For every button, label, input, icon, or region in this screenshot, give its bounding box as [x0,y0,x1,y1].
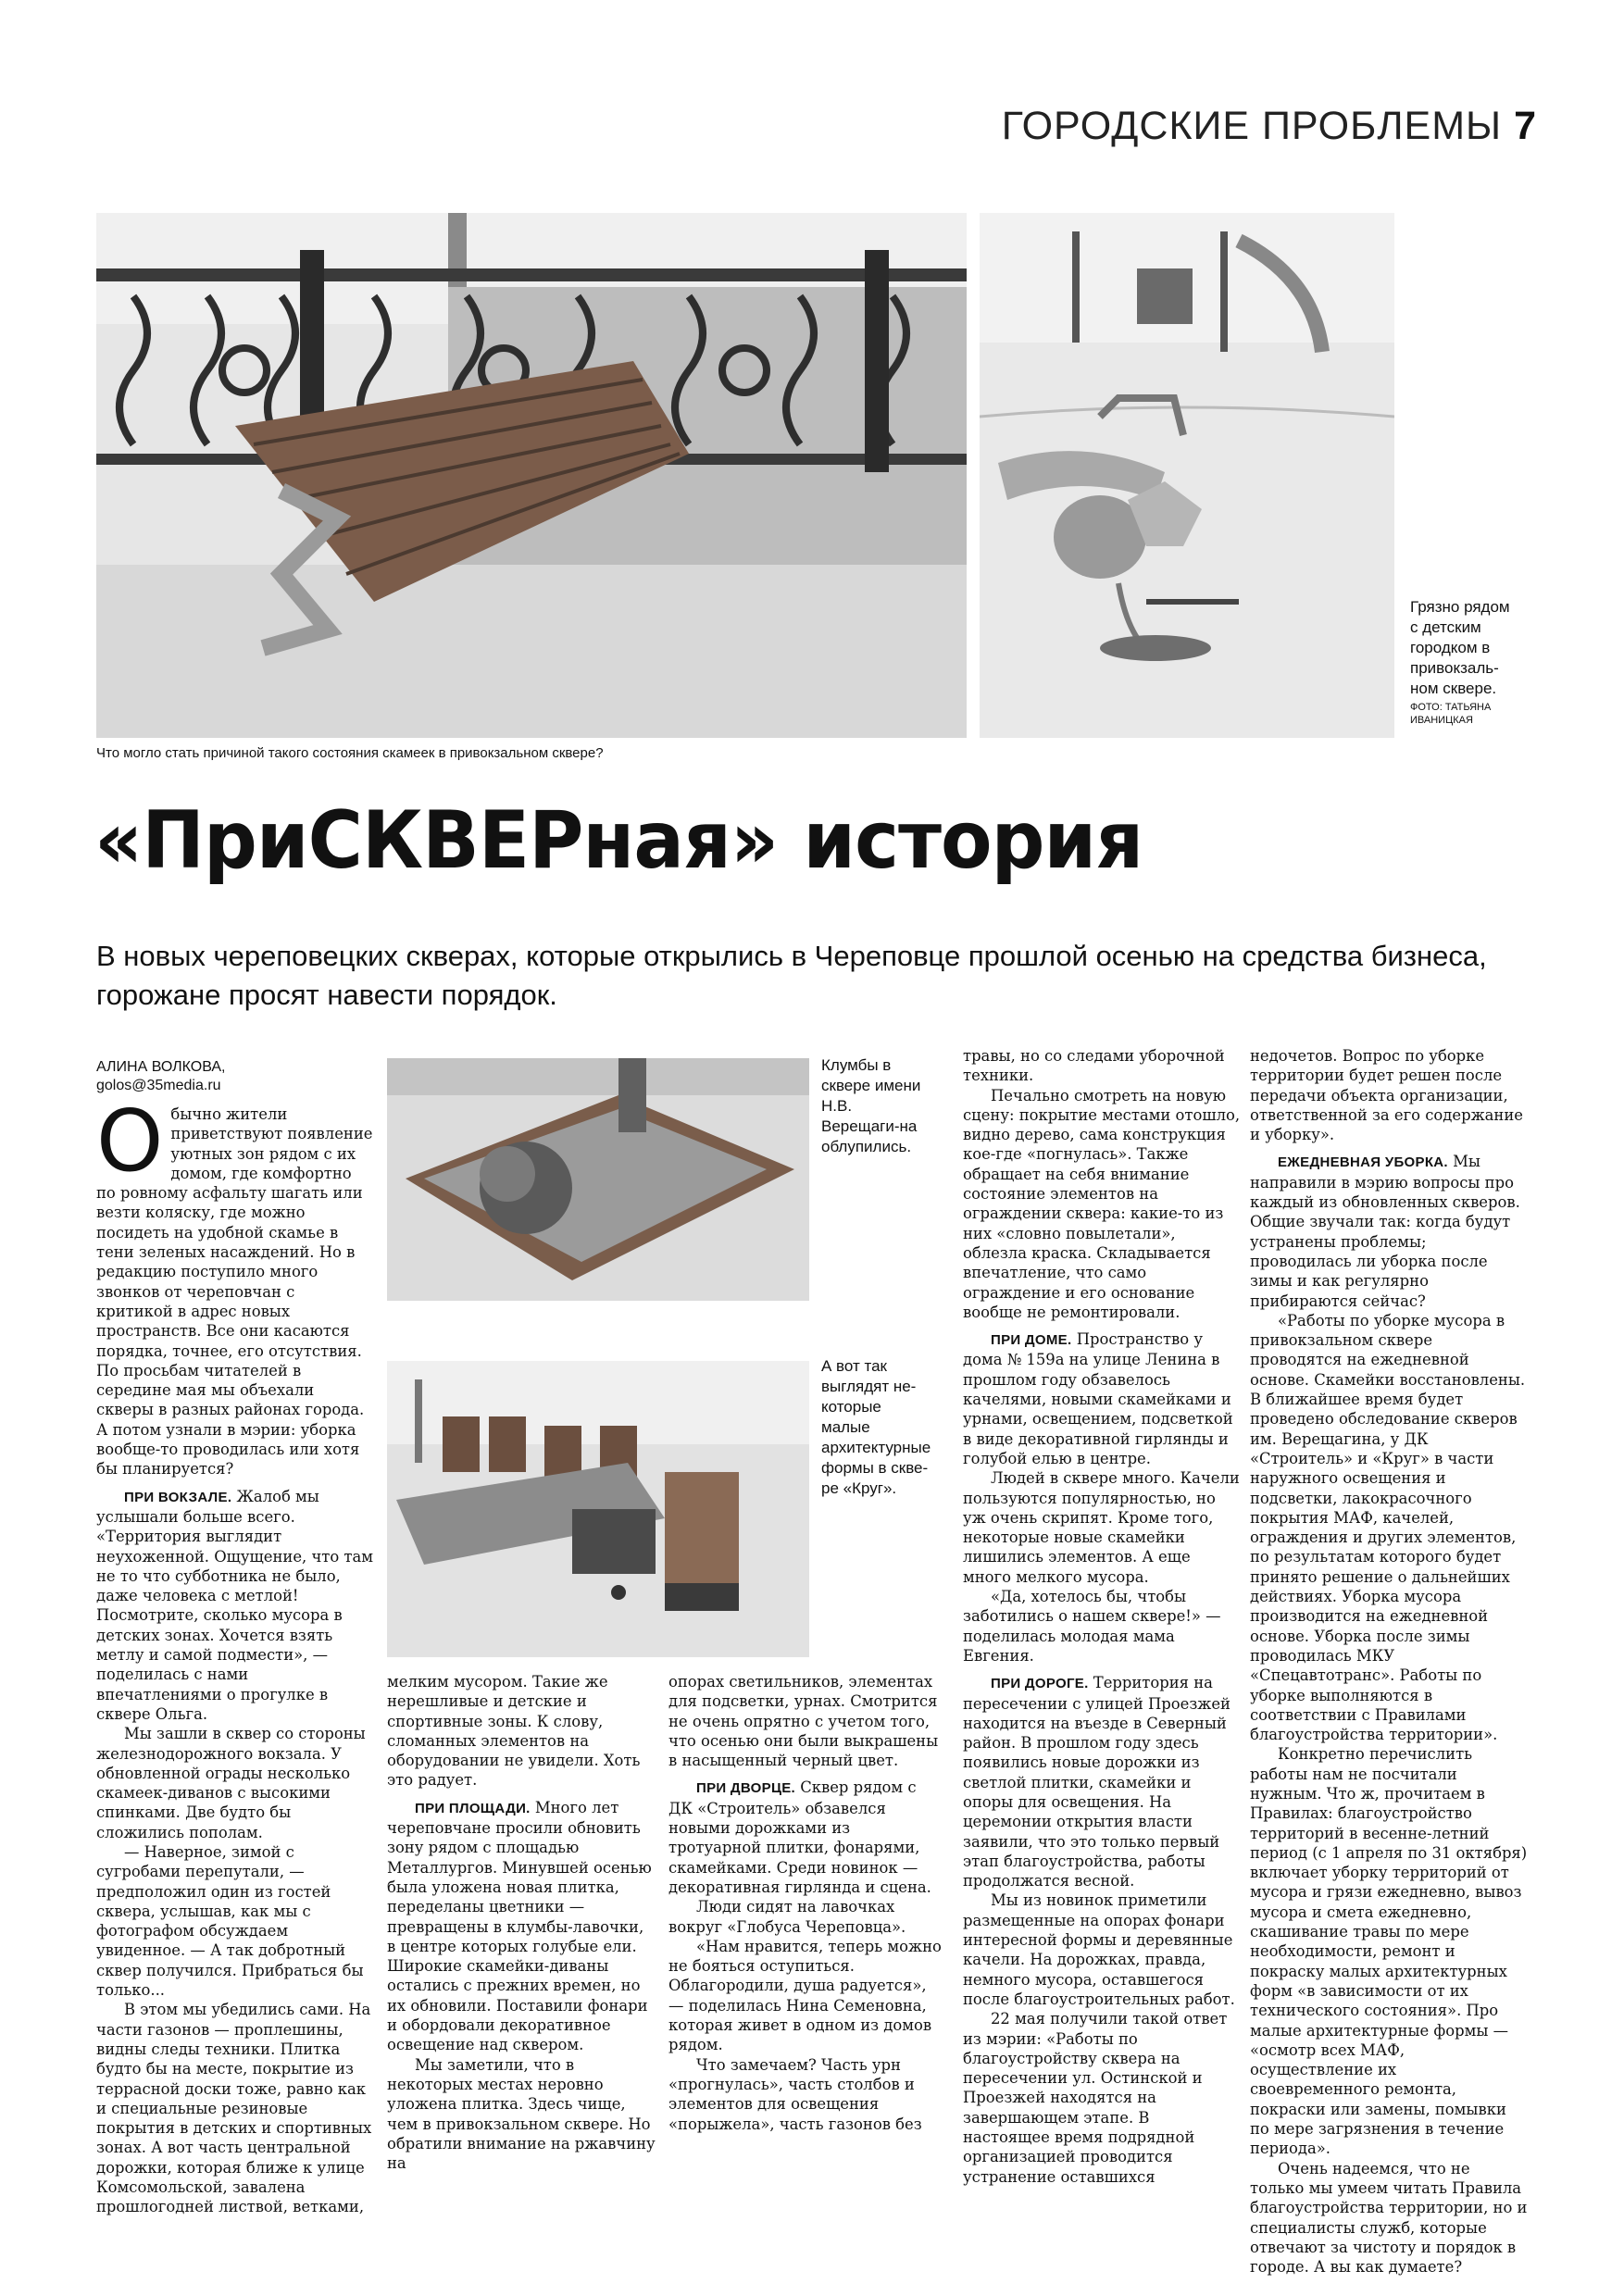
paragraph: Обычно жители приветствуют появление уютных зон рядом с их домом, где комфортно по ровному асфальту шагать или везти коляску, где можно посидеть на удобной скамье в тени зеленых насаждений. Но в редакцию поступило много звонков от череповчан с критикой в адрес новых пространств. Все они касаются порядка, точнее, его отсутствия. По просьбам читателей в середине мая мы объехали скверы в разных районах города. А потом узнали в мэрии: уборка вообще-то проводилась или хотя бы планируется? [96,1092,373,1479]
author-name: АЛИНА ВОЛКОВА, [96,1059,226,1075]
bench-photo [96,213,967,738]
paragraph: ПРИ ДОМЕ. Пространство у дома № 159а на улице Ленина в прошлом году обзавелось качелями, новыми скамейками и урнами, освещением, подсветкой в виде декоративной гирлянды и голубой елью в центре. [963,1330,1233,1467]
paragraph: Очень надеемся, что не только мы умеем читать Правила благоустройства территории, но и специалисты служб, которые отвечают за чистоту и порядок в городе. А вы как думаете? [1250,2159,1528,2277]
krug-caption: А вот так выглядят не-которые малые архитектурные формы в скве-ре «Круг». [821,1357,931,1497]
paragraph: Печально смотреть на новую сцену: покрытие местами отошло, видно дерево, сама конструкция кое-где «погнулась». Также обращает на себя внимание состояние элементов на ограждении сквера: какие-то из них «словно повылетали», облезла краска. Складывается впечатление, что само ограждение и его основание вообще не ремонтировали. [963,1086,1241,1321]
paragraph: Мы зашли в сквер со стороны железнодорожного вокзала. У обновленной ограды несколько скамеек-диванов с высокими спинками. Две будто бы сложились пополам. [96,1725,366,1841]
playground-caption-block [1410,597,1512,727]
flowerbed-caption: Клумбы в сквере имени Н.В. Верещаги-на облупились. [821,1056,921,1155]
headline: «ПриСКВЕРная» история [94,794,1143,887]
paragraph: ПРИ ДОРОГЕ. Территория на пересечении с улицей Проезжей находится на въезде в Северный район. В прошлом году здесь появились новые дорожки из светлой плитки, скамейки и опоры для освещения. На церемонии открытия власти заявили, что это только первый этап благоустройства, работы продолжатся весной. [963,1674,1230,1890]
bench-photo-caption: Что могло стать причиной такого состояния скамеек в привокзальном сквере? [96,745,604,761]
flowerbed-photo [387,1058,809,1301]
paragraph: ПРИ ДВОРЦЕ. Сквер рядом с ДК «Строитель» обзавелся новыми дорожками из тротуарной плитки, фонарями, скамейками. Среди новинок — декоративная гирлянда и сцена. [668,1778,931,1896]
paragraph: недочетов. Вопрос по уборке территории будет решен после передачи объекта организации, ответственной за его содержание и уборку». [1250,1047,1523,1144]
paragraph: мелким мусором. Такие же нерешливые и детские и спортивные зоны. К слову, сломанных элементов на оборудовании не увидели. Хоть это радует. [387,1673,641,1790]
playground-photo [980,213,1394,738]
article-column-4 [963,1046,1241,2187]
paragraph: опорах светильников, элементах для подсветки, урнах. Смотрится не очень опрятно с учетом того, что осенью они были выкрашены в насыщенный черный цвет. [668,1673,939,1770]
paragraph: Людей в сквере много. Качели пользуются популярностью, но уж очень скрипят. Кроме того, некоторые новые скамейки лишились элементов. А еще много мелкого мусора. [963,1469,1240,1586]
playground-caption: Грязно рядом с детским городком в привокзаль-ном сквере. [1410,598,1510,697]
paragraph: 22 мая получили такой ответ из мэрии: «Работы по благоустройству сквера на пересечении ул. Остинской и Проезжей находятся на завершающем этапе. В настоящее время подрядной организацией проводится устранение оставшихся [963,2010,1228,2186]
subheading: ПРИ ДВОРЦЕ. [696,1780,795,1797]
paragraph: ПРИ ПЛОЩАДИ. Много лет череповчане просили обновить зону рядом с площадью Металлургов. Минувшей осенью была уложена новая плитка, переделаны цветники — превращены в клумбы-лавочки, в центре которых голубые ели. Широкие скамейки-диваны остались с прежних времен, но их обновили. Поставили фонари и обордовали декоративное освещение над сквером. [387,1798,652,2054]
lead-paragraph: В новых череповецких скверах, которые открылись в Череповце прошлой осенью на средства бизнеса, горожане просят навести порядок. [96,940,1487,1011]
author-email: golos@35media.ru [96,1078,221,1093]
paragraph: «Работы по уборке мусора в привокзальном сквере проводятся на ежедневной основе. Скамейки восстановлены. В ближайшее время будет проведено обследование скверов им. Верещагина, у ДК «Строитель» и «Круг» в части наружного освещения и подсветки, лакокрасочного покрытия МАФ, качелей, ограждения и других элементов, по результатам которого будет принято решение о дальнейших действиях. Уборка мусора производится на ежедневной основе. Уборка после зимы проводилась МКУ «Спецавтотранс». Работы по уборке выполняются в соответствии с Правилами благоустройства территории». [1250,1311,1526,1744]
article-column-3 [668,1672,943,2134]
paragraph: Люди сидят на лавочках вокруг «Глобуса Череповца». [668,1898,906,1936]
article-column-2 [387,1672,656,2173]
subheading: ЕЖЕДНЕВНАЯ УБОРКА. [1278,1154,1448,1171]
paragraph: Мы из новинок приметили размещенные на опорах фонари интересной формы и деревянные качели. На дорожках, правда, немного мусора, оставшегося после благоустроительных работ. [963,1891,1235,2008]
paragraph: В этом мы убедились сами. На части газонов — проплешины, видны следы техники. Плитка будто бы на месте, покрытие из террасной доски тоже, равно как и специальные резиновые покрытия в детских и спортивных зонах. А вот часть центральной дорожки, которая ближе к улице Комсомольской, завалена прошлогодней листвой, ветками, [96,2001,372,2216]
section-header [1002,104,1537,149]
article-column-5 [1250,1046,1528,2277]
byline [96,1058,225,1095]
article-column-1 [96,1092,374,2217]
paragraph: ПРИ ВОКЗАЛЕ. Жалоб мы услышали больше всего. «Территория выглядит неухоженной. Ощущение, что там не то что субботника не было, даже человека с метлой! Посмотрите, сколько мусора в детских зонах. Хочется взять метлу и самой подмести», — поделилась с нами впечатлениями о прогулке в сквере Ольга. [96,1487,374,1723]
paragraph: Конкретно перечислить работы нам не посчитали нужным. Что ж, прочитаем в Правилах: благоустройство территорий в весенне-летний период (с 1 апреля по 31 октября) включает уборку территорий от мусора и грязи ежедневно, вывоз мусора и смета ежедневно, скашивание травы по мере необходимости, ремонт и покраску малых архитектурных форм «в зависимости от их технического состояния». Про малые архитектурные формы — «осмотр всех МАФ, осуществление их своевременного ремонта, покраски или замены, помывки по мере загрязнения в течение периода». [1250,1745,1528,2158]
paragraph: ЕЖЕДНЕВНАЯ УБОРКА. Мы направили в мэрию вопросы про каждый из обновленных скверов. Общие звучали так: когда будут устранены проблемы; проводилась ли уборка после зимы и как регулярно прибираются сейчас? [1250,1153,1520,1310]
subheading: ПРИ ДОМЕ. [991,1332,1072,1349]
subheading: ПРИ ДОРОГЕ. [991,1676,1089,1692]
paragraph: Мы заметили, что в некоторых местах неровно уложена плитка. Здесь чище, чем в привокзальном сквере. Но обратили внимание на ржавчину на [387,2055,656,2173]
krug-photo [387,1361,809,1657]
drop-cap: О [96,1092,164,1191]
paragraph: «Нам нравится, теперь можно не бояться оступиться. Облагородили, душа радуется», — поделилась Нина Семеновна, которая живет в одном из домов рядом. [668,1937,942,2054]
section-rubric: ГОРОДСКИЕ ПРОБЛЕМЫ [1001,104,1503,148]
photo-credit: ФОТО: ТАТЬЯНА ИВАНИЦКАЯ [1410,702,1492,726]
paragraph: — Наверное, зимой с сугробами перепутали, — предположил один из гостей сквера, услышав, как мы с фотографом обсуждаем увиденное. — А так добротный сквер получился. Прибраться бы только... [96,1842,364,2000]
page-number: 7 [1514,104,1537,148]
paragraph: Что замечаем? Часть урн «прогнулась», часть столбов и элементов для освещения «порыжела», часть газонов без [668,2055,922,2133]
paragraph: травы, но со следами уборочной техники. [963,1047,1225,1085]
subheading: ПРИ ВОКЗАЛЕ. [124,1489,232,1505]
subheading: ПРИ ПЛОЩАДИ. [415,1800,531,1816]
paragraph: «Да, хотелось бы, чтобы заботились о нашем сквере!» — поделилась молодая мама Евгения. [963,1588,1221,1665]
